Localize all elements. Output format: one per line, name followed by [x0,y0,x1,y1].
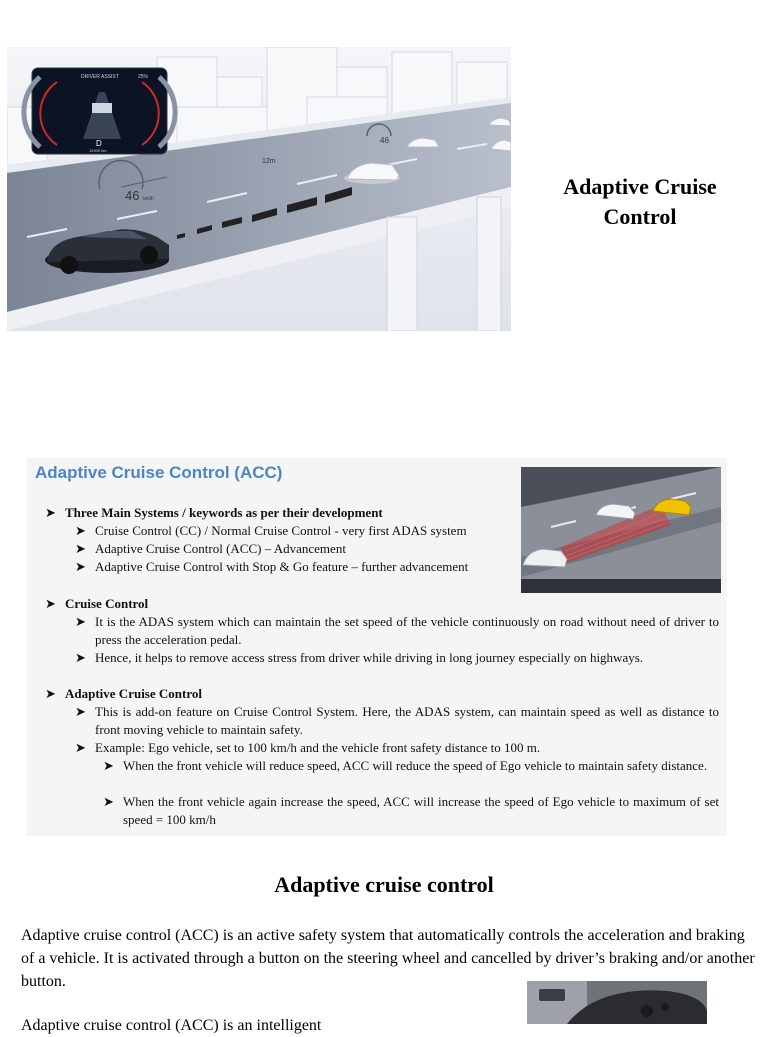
paragraph: Adaptive cruise control (ACC) is an intelligent [21,1017,322,1034]
s2-heading: Cruise Control [65,596,149,611]
speed-far: 46 [380,136,389,145]
slide [27,458,727,836]
list-item: ➤ Hence, it helps to remove access stress from driver while driving in long journey especially on highways. [75,650,644,665]
list-item: ➤ It is the ADAS system which can maintain the set speed of the vehicle continuously on road without need of driver to press the acceleration pedal. [75,614,719,647]
cluster-gear: D [96,139,102,148]
speed-near: 46 [125,188,140,203]
list-item: ➤ Adaptive Cruise Control with Stop & Go feature – further advancement [75,559,469,574]
s1-heading-row [45,504,383,522]
arrow-icon: ➤ [45,686,56,701]
cluster-odometer: 12400 km [89,148,107,153]
list-item: ➤ When the front vehicle will reduce speed, ACC will reduce the speed of Ego vehicle to maintain safety distance. [103,758,708,773]
arrow-icon: ➤ [103,794,114,809]
paragraph: Adaptive cruise control (ACC) is an active safety system that automatically controls the acceleration and braking of a vehicle. It is activated through a button on the steering wheel and cancelled by driver’s braking and/or another button. [21,927,755,990]
slide-photo [521,467,721,593]
arrow-icon: ➤ [103,758,114,773]
arrow-icon: ➤ [75,740,86,755]
instrument-cluster [24,68,175,154]
steering-wheel-photo [527,981,707,1024]
hero-image [7,47,511,331]
arrow-icon: ➤ [75,523,86,538]
s2-heading-row [45,595,148,613]
arrow-icon: ➤ [75,704,86,719]
list-item: ➤ This is add-on feature on Cruise Control System. Here, the ADAS system, can maintain speed as well as distance to front moving vehicle to maintain safety. [75,704,719,737]
list-item: ➤ Adaptive Cruise Control (ACC) – Advancement [75,541,346,556]
s3-heading-row [45,685,202,703]
slide-title: Adaptive Cruise Control (ACC) [35,463,283,482]
section-heading: Adaptive cruise control [274,872,494,897]
list-item: ➤ Example: Ego vehicle, set to 100 km/h and the vehicle front safety distance to 100 m. [75,740,541,755]
arrow-icon: ➤ [75,541,86,556]
arrow-icon: ➤ [75,614,86,629]
arrow-icon: ➤ [45,596,56,611]
cluster-fuel: 25% [138,74,149,80]
gap-distance: 12m [262,158,276,165]
list-item: ➤ Cruise Control (CC) / Normal Cruise Control - very first ADAS system [75,523,467,538]
speed-unit: km/h [143,196,154,202]
arrow-icon: ➤ [45,505,56,520]
arrow-icon: ➤ [75,559,86,574]
list-item: ➤ When the front vehicle again increase the speed, ACC will increase the speed of Ego vehicle to maximum of set speed = 100 km/h [103,794,719,827]
cluster-label: DRIVER ASSIST [81,74,119,80]
arrow-icon: ➤ [75,650,86,665]
s1-heading: Three Main Systems / keywords as per their development [65,505,383,520]
cover-title: Adaptive Cruise Control [563,174,717,229]
s3-heading: Adaptive Cruise Control [65,686,202,701]
